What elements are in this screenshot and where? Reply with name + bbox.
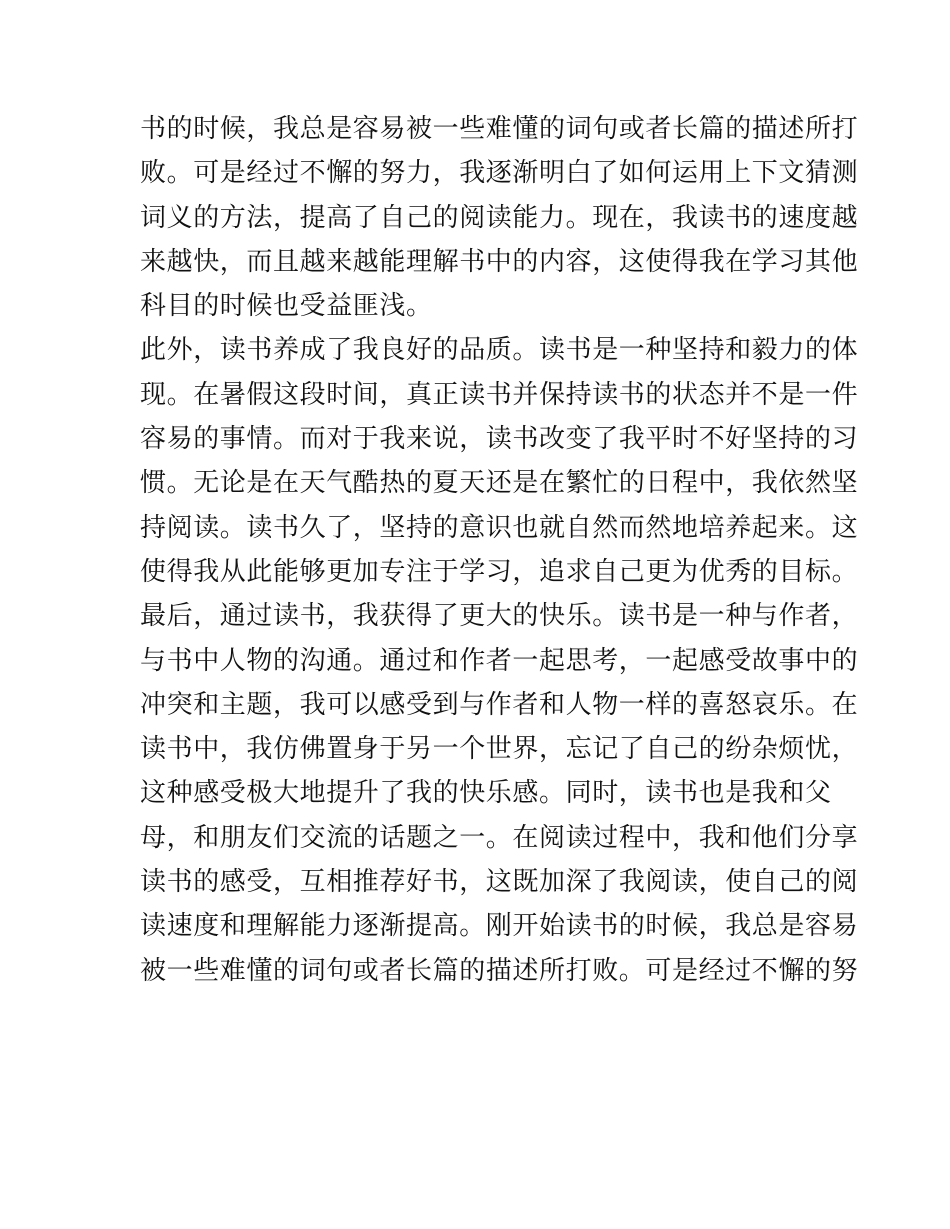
text-line: 读速度和理解能力逐渐提高。刚开始读书的时候，我总是容易 xyxy=(140,911,859,942)
text-line: 容易的事情。而对于我来说，读书改变了我平时不好坚持的习 xyxy=(140,424,859,455)
text-line: 使得我从此能够更加专注于学习，追求自己更为优秀的目标。 xyxy=(140,556,859,587)
text-line: 读书的感受，互相推荐好书，这既加深了我阅读，使自己的阅 xyxy=(140,867,859,898)
text-line: 读书中，我仿佛置身于另一个世界，忘记了自己的纷杂烦忧， xyxy=(140,734,859,765)
text-line: 最后，通过读书，我获得了更大的快乐。读书是一种与作者， xyxy=(140,601,859,632)
text-line: 被一些难懂的词句或者长篇的描述所打败。可是经过不懈的努 xyxy=(140,955,859,986)
text-line: 与书中人物的沟通。通过和作者一起思考，一起感受故事中的 xyxy=(140,645,859,676)
text-line: 冲突和主题，我可以感受到与作者和人物一样的喜怒哀乐。在 xyxy=(140,689,859,720)
text-line: 此外，读书养成了我良好的品质。读书是一种坚持和毅力的体 xyxy=(140,335,859,366)
text-line: 来越快，而且越来越能理解书中的内容，这使得我在学习其他 xyxy=(140,246,859,277)
text-line: 持阅读。读书久了，坚持的意识也就自然而然地培养起来。这 xyxy=(140,512,859,543)
text-line: 书的时候，我总是容易被一些难懂的词句或者长篇的描述所打 xyxy=(140,114,859,144)
text-line: 科目的时候也受益匪浅。 xyxy=(140,291,433,322)
text-line: 这种感受极大地提升了我的快乐感。同时，读书也是我和父 xyxy=(140,778,832,809)
body-text xyxy=(140,107,859,993)
text-line: 败。可是经过不懈的努力，我逐渐明白了如何运用上下文猜测 xyxy=(140,158,859,189)
text-line: 现。在暑假这段时间，真正读书并保持读书的状态并不是一件 xyxy=(140,379,859,410)
text-line: 词义的方法，提高了自己的阅读能力。现在，我读书的速度越 xyxy=(140,202,859,233)
text-line: 母，和朋友们交流的话题之一。在阅读过程中，我和他们分享 xyxy=(140,822,859,853)
text-line: 惯。无论是在天气酷热的夏天还是在繁忙的日程中，我依然坚 xyxy=(140,468,859,499)
